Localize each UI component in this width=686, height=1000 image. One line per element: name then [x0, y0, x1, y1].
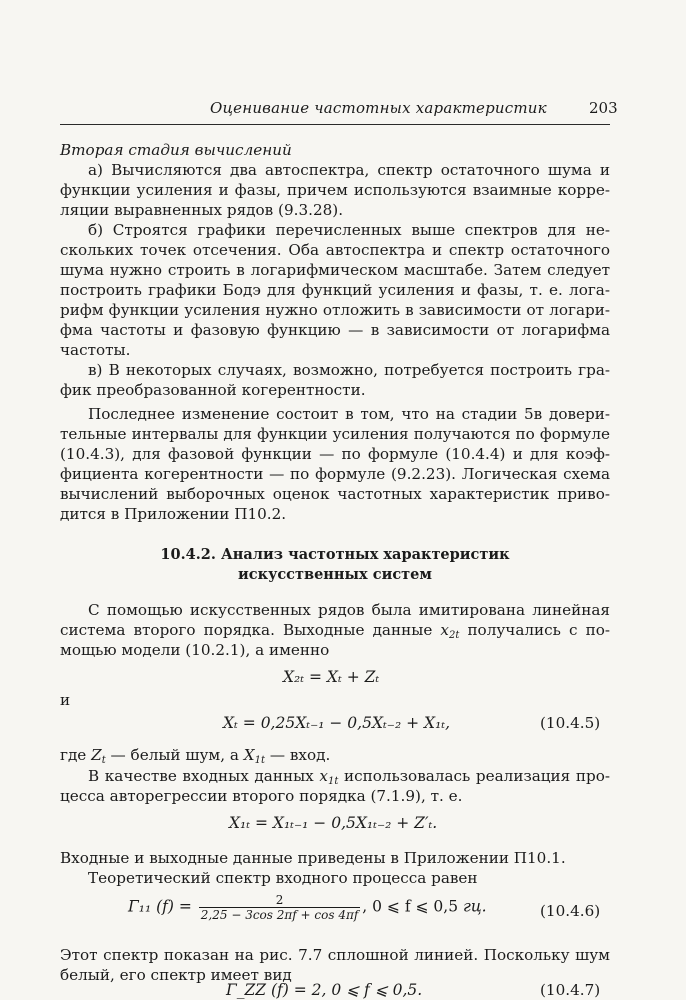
equation-10-4-5: Xₜ = 0,25Xₜ₋₁ − 0,5Xₜ₋₂ + X₁ₜ, — [223, 714, 451, 732]
fraction: $\frac{2}{2,25 - 3\cos 2\pi f + \cos 4\pi f}$ — [200, 893, 359, 922]
stage-title: Вторая стадия вычислений — [60, 141, 292, 159]
fig-para-line: Этот спектр показан на рис. 7.7 сплошной линией. Поскольку шум — [60, 946, 610, 964]
para-last-line: дится в Приложении П10.2. — [60, 505, 287, 523]
para-b-line: построить графики Бодэ для функций усиления и фазы, т. е. лога- — [60, 281, 610, 299]
theoretical-line: Теоретический спектр входного процесса равен — [88, 869, 478, 887]
para-last-line: вычислений выборочных оценок частотных характеристик приво- — [60, 485, 610, 503]
equation-10-4-7: Γ_ZZ (f) = 2, 0 ⩽ f ⩽ 0,5. — [226, 981, 423, 999]
para-c-line: фик преобразованной когерентности. — [60, 381, 366, 399]
header-rule — [60, 124, 610, 125]
sec-p1-line: С помощью искусственных рядов была имитирована линейная — [88, 601, 610, 619]
para-a-line: ляции выравненных рядов (9.3.28). — [60, 201, 344, 219]
equation-number: (10.4.5) — [540, 714, 601, 732]
equation-ar2: X₁ₜ = X₁ₜ₋₁ − 0,5X₁ₜ₋₂ + Z′ₜ. — [229, 814, 438, 832]
input-para-line: В качестве входных данных $x_{1t}$ использовалась реализация про- — [88, 767, 610, 787]
para-b-line: б) Строятся графики перечисленных выше спектров для не- — [88, 221, 610, 239]
equation-number: (10.4.7) — [540, 981, 601, 999]
section-title-line2: искусственных систем — [238, 566, 432, 583]
running-header-title: Оценивание частотных характеристик — [210, 99, 547, 117]
para-a-line: а) Вычисляются два автоспектра, спектр остаточного шума и — [88, 161, 610, 179]
section-heading — [60, 545, 610, 565]
para-last-line: фициента когерентности — по формуле (9.2.23). Логическая схема — [60, 465, 610, 483]
para-last-line: Последнее изменение состоит в том, что на стадии 5в довери- — [88, 405, 610, 423]
para-last-line: (10.4.3), для фазовой функции — по формуле (10.4.4) и для коэф- — [60, 445, 610, 463]
conjunction-and: и — [60, 691, 71, 709]
equation-x2t: X₂ₜ = Xₜ + Zₜ — [283, 668, 380, 686]
para-b-line: скольких точек отсечения. Оба автоспектра и спектр остаточного — [60, 241, 610, 259]
data-line: Входные и выходные данные приведены в Приложении П10.1. — [60, 849, 566, 867]
equation-number: (10.4.6) — [540, 902, 601, 920]
para-b-line: частоты. — [60, 341, 131, 359]
para-last-line: тельные интервалы для функции усиления получаются по формуле — [60, 425, 610, 443]
para-b-line: рифм функции усиления нужно отложить в зависимости от логари- — [60, 301, 610, 319]
input-para-line: цесса авторегрессии второго порядка (7.1.9), т. е. — [60, 787, 463, 805]
para-b-line: фма частоты и фазовую функцию — в зависимости от логарифма — [60, 321, 610, 339]
para-c-line: в) В некоторых случаях, возможно, потребуется построить гра- — [88, 361, 610, 379]
sec-p1-line: мощью модели (10.2.1), а именно — [60, 641, 330, 659]
where-line: где $Z_t$ — белый шум, а $X_{1t}$ — вход. — [60, 746, 331, 766]
section-number: 10.4.2. — [160, 546, 216, 563]
sec-p1-line: система второго порядка. Выходные данные $x_{2t}$ получались с по- — [60, 621, 610, 641]
equation-10-4-6: Γ₁₁ (f) = $\frac{2}{2,25 - 3\cos 2\pi f + \cos 4\pi f}$ , 0 ⩽ f ⩽ 0,5 гц. — [128, 893, 487, 922]
para-a-line: функции усиления и фазы, причем используются взаимные корре- — [60, 181, 610, 199]
para-b-line: шума нужно строить в логарифмическом масштабе. Затем следует — [60, 261, 610, 279]
page-number: 203 — [589, 99, 618, 117]
fig-para-line: белый, его спектр имеет вид — [60, 966, 292, 984]
section-title-line1: Анализ частотных характеристик — [220, 546, 510, 563]
